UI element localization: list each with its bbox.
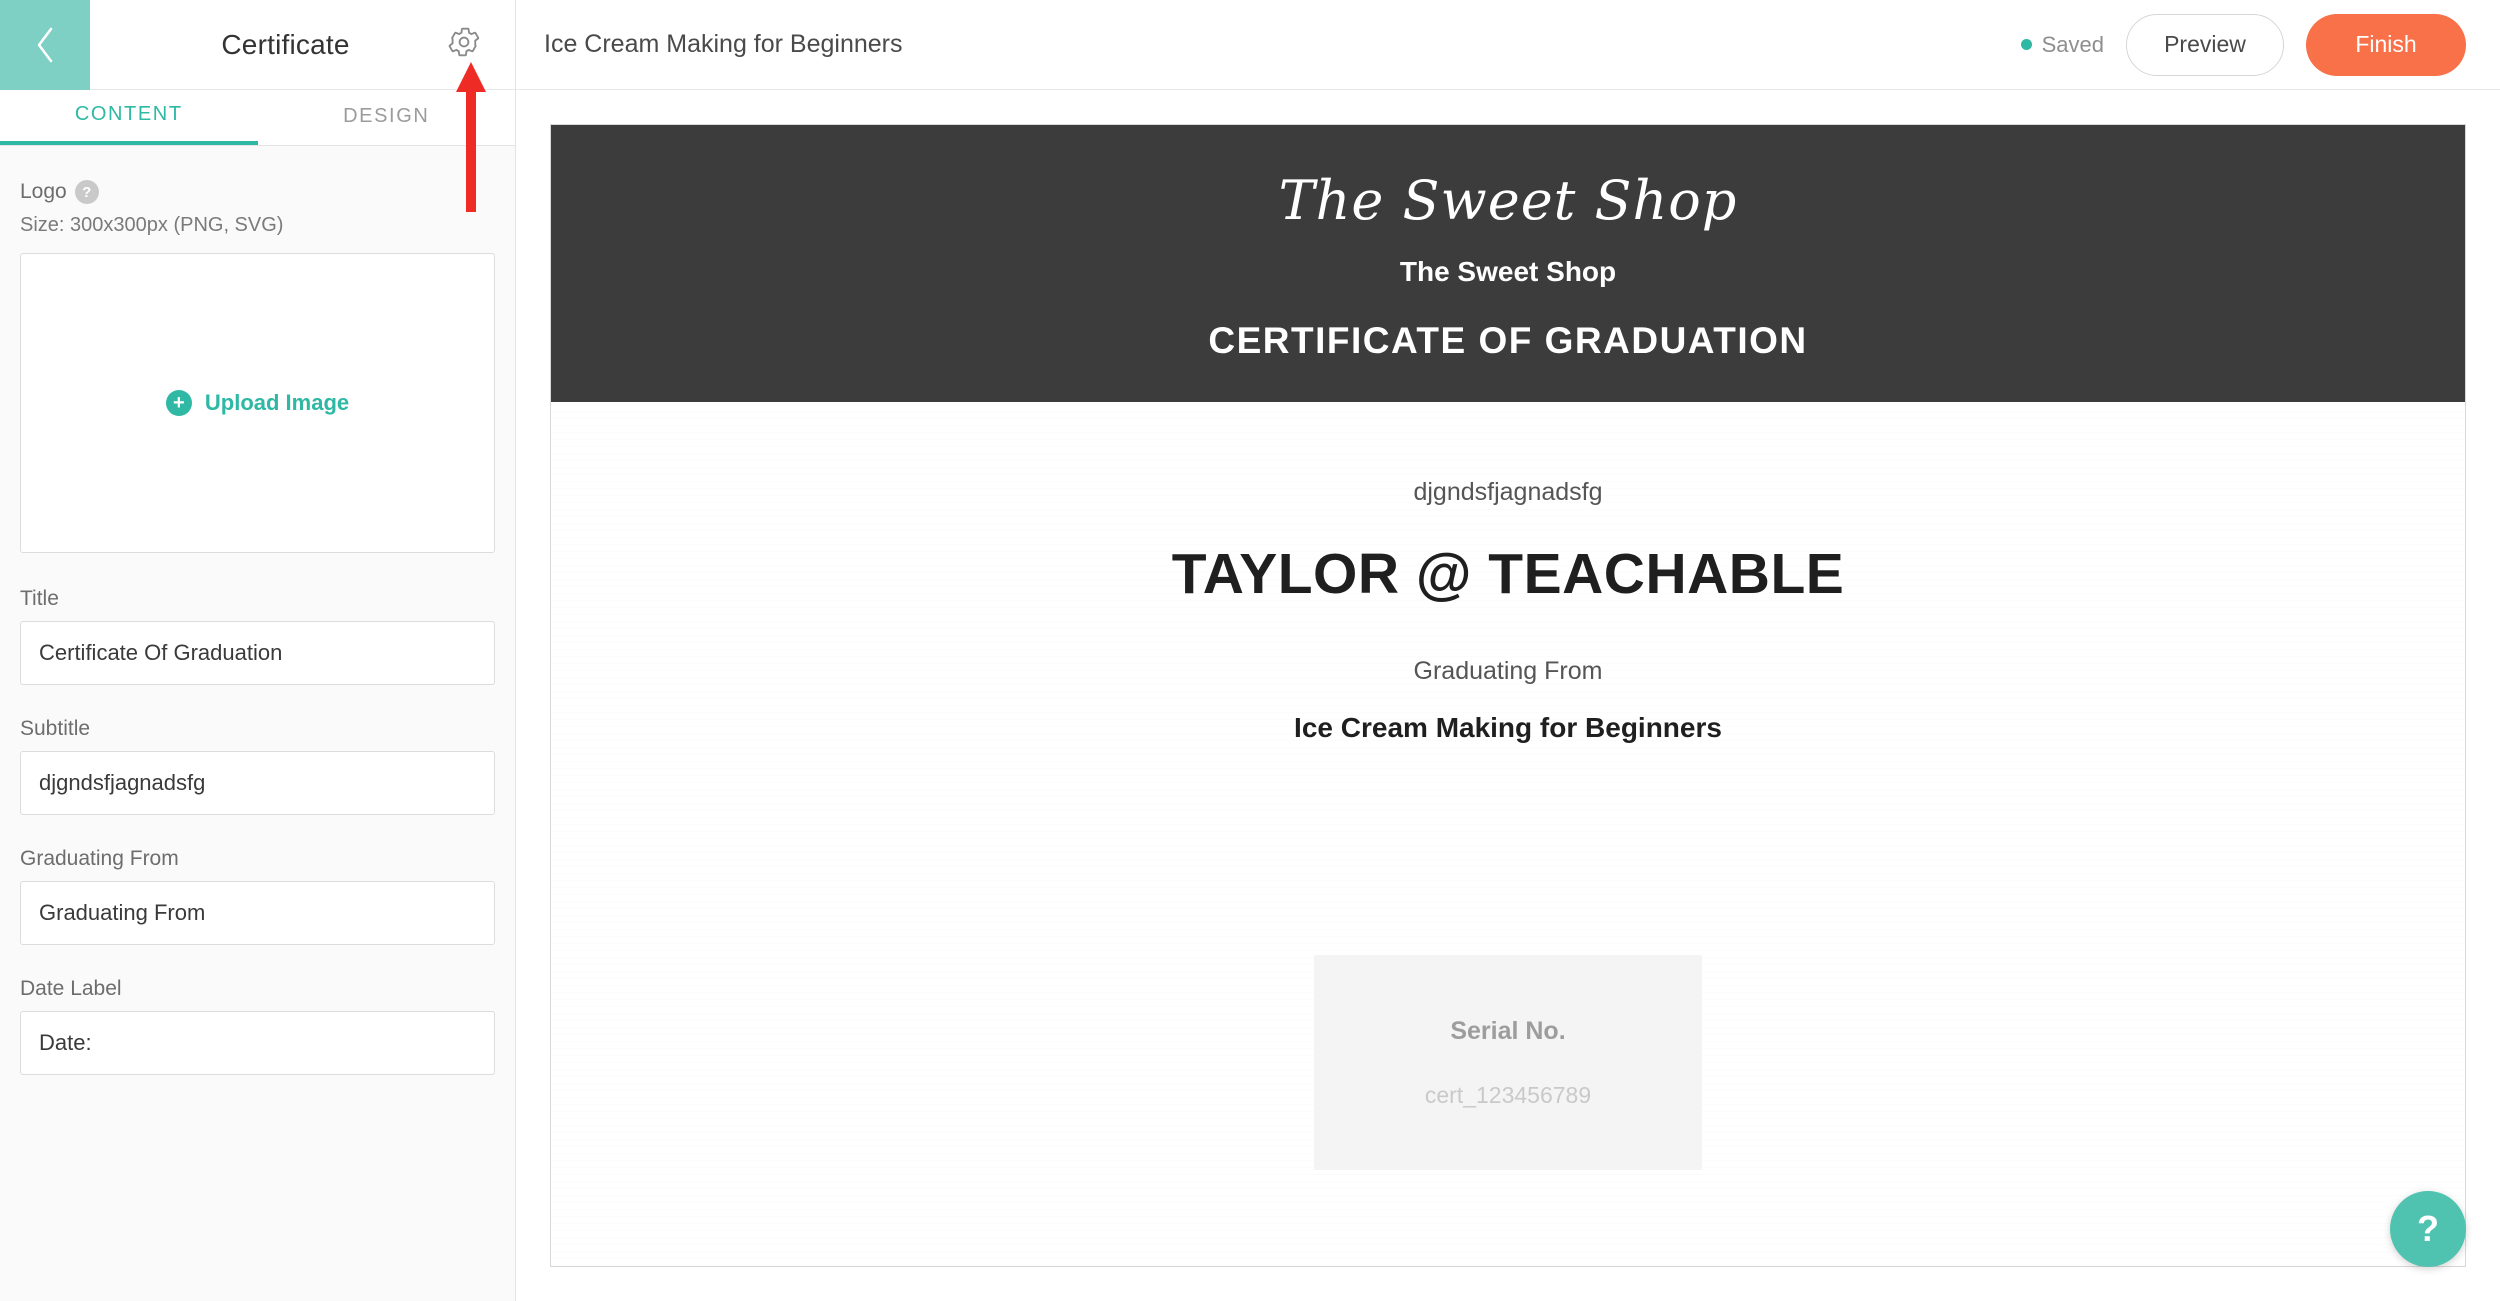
- graduating-from-label: Graduating From: [20, 847, 179, 870]
- certificate-subtitle: djgndsfjagnadsfg: [1413, 478, 1603, 506]
- subtitle-input[interactable]: [20, 751, 495, 815]
- logo-field: [20, 180, 495, 553]
- back-button[interactable]: [0, 0, 90, 90]
- certificate-preview: [550, 124, 2466, 1267]
- certificate-recipient: TAYLOR @ TEACHABLE: [1171, 542, 1845, 606]
- sidebar-header: [0, 0, 515, 90]
- certificate-title: CERTIFICATE OF GRADUATION: [1208, 320, 1808, 361]
- serial-label: Serial No.: [1450, 1016, 1566, 1045]
- upload-image-label: Upload Image: [204, 390, 350, 415]
- title-input[interactable]: [20, 621, 495, 685]
- settings-button[interactable]: [447, 28, 481, 62]
- certificate-body: [551, 402, 2465, 1266]
- help-button[interactable]: ?: [2390, 1191, 2466, 1267]
- finish-button[interactable]: Finish: [2306, 14, 2466, 76]
- plus-icon: +: [166, 390, 192, 416]
- gear-icon: [448, 26, 480, 63]
- topbar: [516, 0, 2500, 90]
- certificate-canvas: [516, 90, 2500, 1301]
- logo-size-hint: Size: 300x300px (PNG, SVG): [20, 214, 284, 236]
- serial-value: cert_123456789: [1424, 1081, 1592, 1108]
- sidebar: [0, 0, 516, 1301]
- certificate-serial-block: [1314, 955, 1702, 1170]
- main-area: [516, 0, 2500, 1301]
- tab-design[interactable]: DESIGN: [343, 105, 430, 127]
- upload-image-button[interactable]: [166, 390, 349, 416]
- status-badge: [2021, 32, 2104, 58]
- certificate-brand: The Sweet Shop: [1399, 256, 1617, 287]
- title-field: [20, 587, 495, 717]
- chevron-left-icon: [33, 25, 57, 65]
- date-label-label: Date Label: [20, 977, 122, 1000]
- topbar-actions: [2021, 14, 2466, 76]
- certificate-header: [551, 125, 2465, 402]
- course-name: Ice Cream Making for Beginners: [544, 30, 903, 58]
- logo-label-text: Logo: [20, 180, 67, 203]
- page-title: Certificate: [221, 28, 350, 60]
- date-label-field: [20, 977, 495, 1107]
- certificate-logo-script: The Sweet Shop: [1278, 169, 1738, 232]
- date-label-input[interactable]: [20, 1011, 495, 1075]
- title-label: Title: [20, 587, 59, 610]
- preview-button[interactable]: Preview: [2126, 14, 2284, 76]
- certificate-graduating-from-label: Graduating From: [1413, 657, 1603, 685]
- subtitle-field: [20, 717, 495, 847]
- tab-content[interactable]: CONTENT: [0, 90, 258, 145]
- graduating-from-input[interactable]: [20, 881, 495, 945]
- saved-label: Saved: [2041, 31, 2104, 57]
- sidebar-tabs: [0, 90, 515, 146]
- logo-label: [20, 180, 495, 204]
- graduating-from-field: [20, 847, 495, 977]
- certificate-course: Ice Cream Making for Beginners: [1294, 712, 1722, 743]
- help-icon[interactable]: ?: [75, 180, 99, 204]
- saved-dot-icon: [2021, 39, 2032, 50]
- content-panel: [0, 146, 515, 1301]
- subtitle-label: Subtitle: [20, 717, 91, 740]
- upload-image-dropzone[interactable]: [20, 253, 495, 553]
